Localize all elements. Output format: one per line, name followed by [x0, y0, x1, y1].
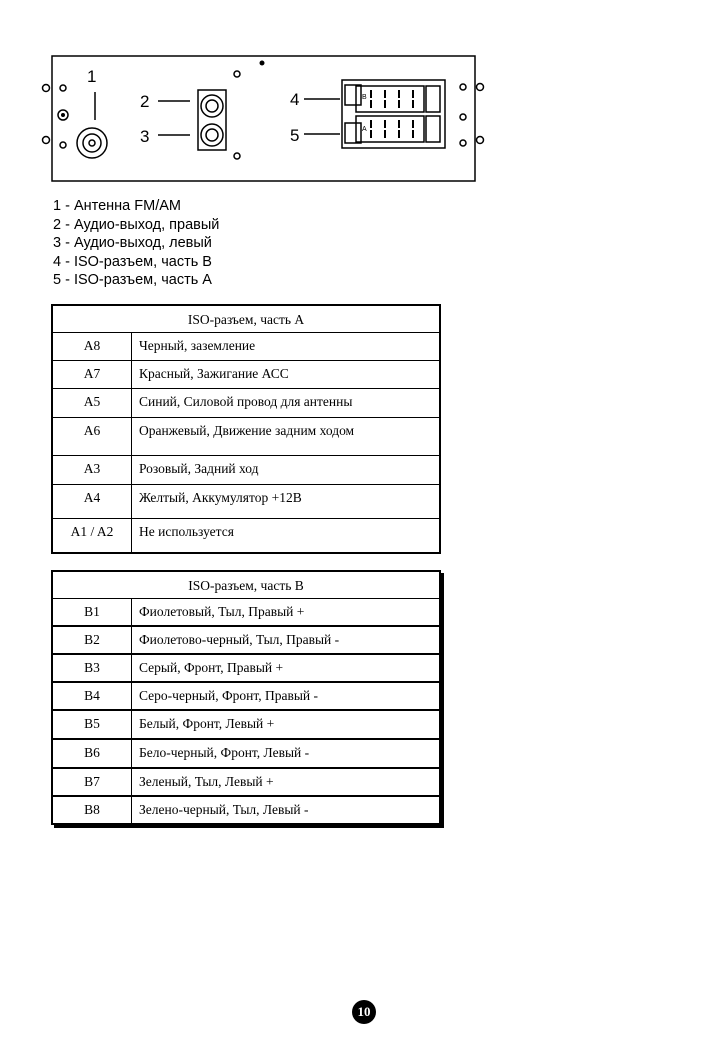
pin-code: A4	[52, 484, 132, 518]
rca-right-socket-icon	[201, 95, 223, 117]
pin-code: B7	[52, 768, 132, 796]
legend-item: 2 - Аудио-выход, правый	[53, 216, 220, 233]
pin-description: Серо-черный, Фронт, Правый -	[132, 682, 441, 710]
callout-5: 5	[290, 126, 300, 145]
mount-hole-icon	[234, 71, 240, 77]
table-row	[52, 455, 440, 484]
table-row	[52, 332, 440, 360]
pin-description: Красный, Зажигание АСС	[132, 360, 441, 388]
mount-hole-icon	[477, 84, 484, 91]
pin-code: B2	[52, 626, 132, 654]
table-row	[52, 388, 440, 417]
mount-hole-icon	[460, 114, 466, 120]
pin-description: Синий, Силовой провод для антенны	[132, 388, 441, 417]
pin-code: B4	[52, 682, 132, 710]
table-row	[52, 518, 440, 553]
rca-left-socket-icon	[201, 124, 223, 146]
page-number: 10	[352, 1000, 376, 1024]
pin-code: A7	[52, 360, 132, 388]
pin-description: Зелено-черный, Тыл, Левый -	[132, 796, 441, 824]
table-row	[52, 768, 440, 796]
pin-description: Не используется	[132, 518, 441, 553]
pin-code: A8	[52, 332, 132, 360]
iso-label-a: A	[362, 126, 367, 133]
pin-description: Зеленый, Тыл, Левый +	[132, 768, 441, 796]
table-caption: ISO-разъем, часть В	[52, 571, 440, 598]
mount-hole-icon	[60, 85, 66, 91]
table-row	[52, 598, 440, 626]
pin-code: B8	[52, 796, 132, 824]
callout-2: 2	[140, 92, 150, 111]
legend	[53, 197, 219, 290]
pin-description: Черный, заземление	[132, 332, 441, 360]
callout-3: 3	[140, 127, 150, 146]
mount-hole-icon	[477, 137, 484, 144]
mount-hole-icon	[460, 140, 466, 146]
iso-label-b: B	[362, 94, 367, 101]
pin-code: B5	[52, 710, 132, 739]
table-row	[52, 417, 440, 455]
pin-description: Розовый, Задний ход	[132, 455, 441, 484]
pin-code: B6	[52, 739, 132, 768]
mount-hole-icon	[460, 84, 466, 90]
panel-outline	[52, 56, 475, 181]
callout-4: 4	[290, 90, 300, 109]
pin-description: Фиолетово-черный, Тыл, Правый -	[132, 626, 441, 654]
table-row	[52, 360, 440, 388]
pin-description: Серый, Фронт, Правый +	[132, 654, 441, 682]
mount-hole-icon	[43, 85, 50, 92]
pin-code: A3	[52, 455, 132, 484]
table-row	[52, 626, 440, 654]
table-row	[52, 654, 440, 682]
legend-item: 5 - ISO-разъем, часть A	[53, 272, 212, 288]
iso-table-part-a	[51, 304, 441, 554]
pin-description: Бело-черный, Фронт, Левый -	[132, 739, 441, 768]
table-row	[52, 710, 440, 739]
iso-table-part-b	[51, 570, 441, 825]
legend-item: 3 - Аудио-выход, левый	[53, 235, 212, 251]
pin-description: Фиолетовый, Тыл, Правый +	[132, 598, 441, 626]
pin-code: B1	[52, 598, 132, 626]
pin-code: B3	[52, 654, 132, 682]
pin-description: Оранжевый, Движение задним ходом	[132, 417, 441, 455]
table-row	[52, 739, 440, 768]
antenna-socket-icon	[77, 128, 107, 158]
pin-description: Желтый, Аккумулятор +12В	[132, 484, 441, 518]
table-row	[52, 484, 440, 518]
pin-description: Белый, Фронт, Левый +	[132, 710, 441, 739]
pin-code: A5	[52, 388, 132, 417]
mount-hole-icon	[234, 153, 240, 159]
table-row	[52, 682, 440, 710]
legend-item: 1 - Антенна FM/AM	[53, 198, 181, 214]
mount-hole-icon	[60, 142, 66, 148]
rear-panel-diagram	[0, 0, 726, 190]
legend-item: 4 - ISO-разъем, часть B	[53, 253, 212, 270]
table-caption: ISO-разъем, часть А	[52, 305, 440, 332]
pin-code: A6	[52, 417, 132, 455]
mount-hole-icon	[43, 137, 50, 144]
table-row	[52, 796, 440, 824]
iso-connector	[342, 80, 445, 148]
pin-code: A1 / A2	[52, 518, 132, 553]
callout-1: 1	[87, 67, 97, 86]
